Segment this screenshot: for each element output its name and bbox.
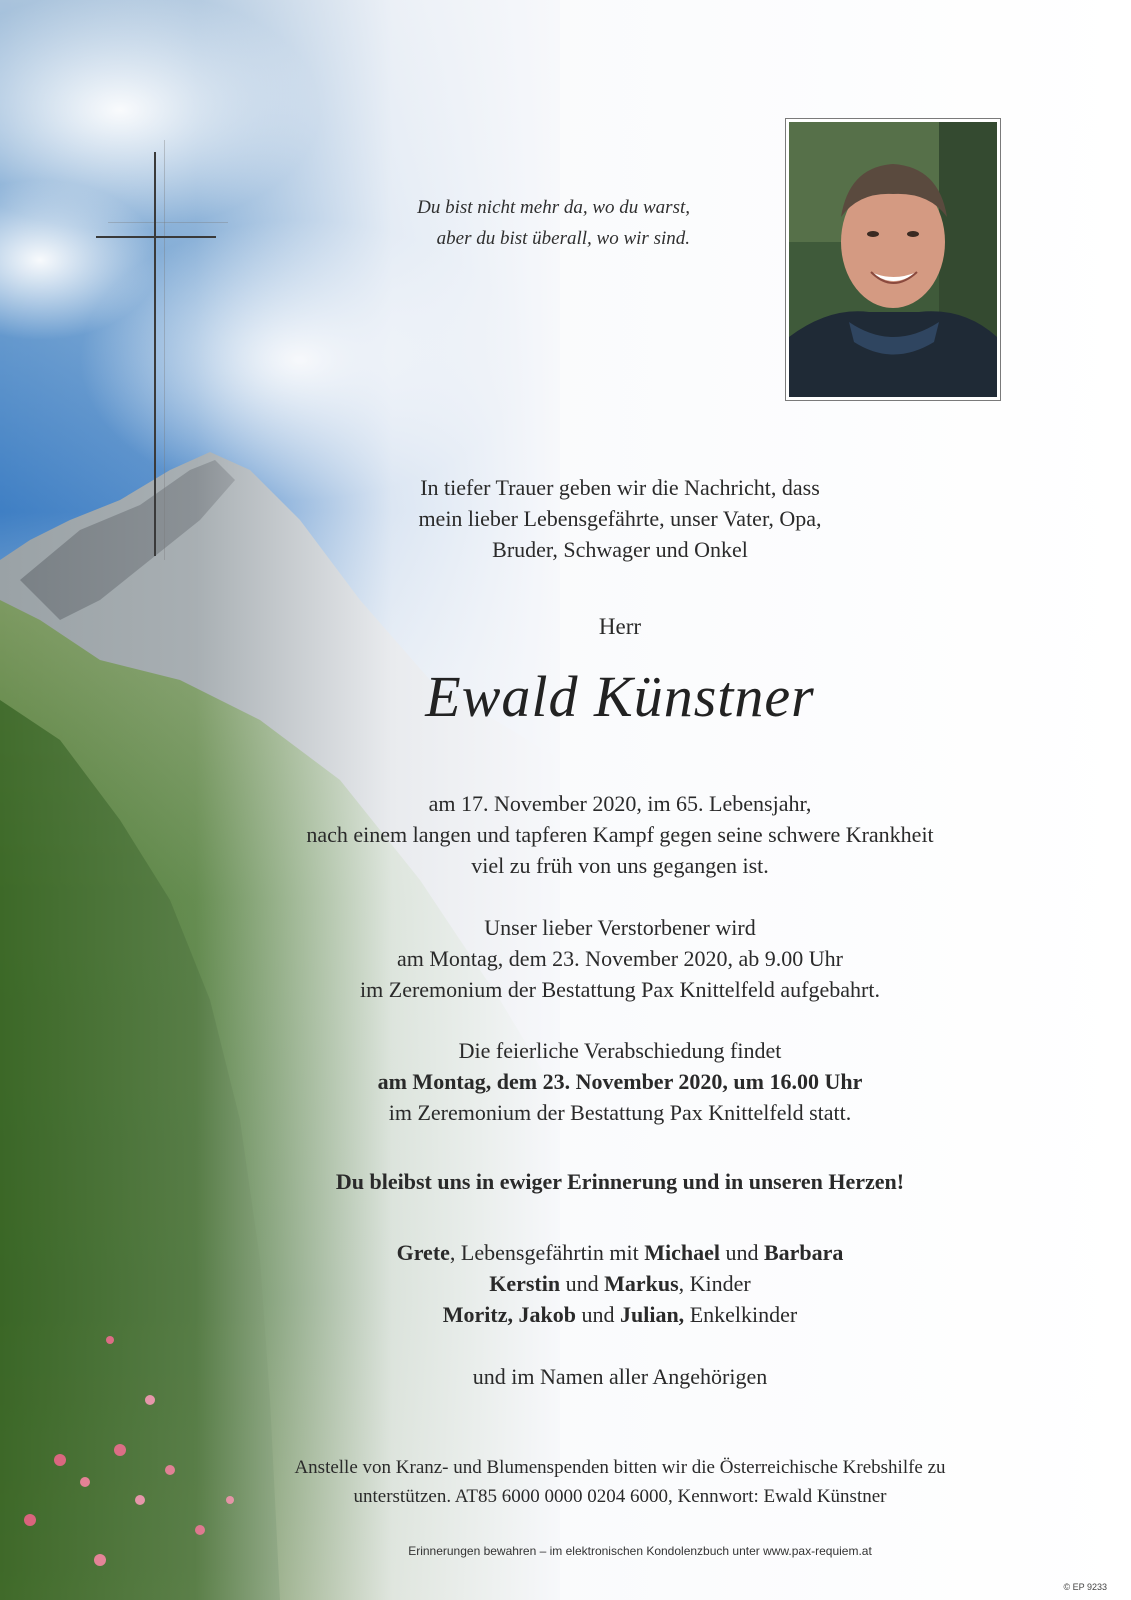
farewell-date: am Montag, dem 23. November 2020, um 16.00 Uhr (377, 1069, 863, 1094)
portrait-photo (785, 118, 1001, 401)
mourner-name: Grete (396, 1240, 450, 1265)
mourners-row (240, 1237, 1000, 1268)
mourner-text: und (560, 1271, 605, 1296)
death-line: am 17. November 2020, im 65. Lebensjahr, (428, 791, 812, 816)
mourners-row (240, 1268, 1000, 1299)
donation-request (180, 1453, 1060, 1511)
relatives-line: und im Namen aller Angehörigen (472, 1364, 768, 1389)
cross-guide-line (164, 140, 165, 560)
quote-line: aber du bist überall, wo wir sind. (436, 228, 690, 249)
memorial-quote (330, 192, 690, 254)
mourners-row (240, 1299, 1000, 1330)
farewell-line: im Zeremonium der Bestattung Pax Knittelfeld statt. (388, 1100, 852, 1125)
condolence-footer: Erinnerungen bewahren – im elektronischen Kondolenzbuch unter www.pax-requiem.at (408, 1544, 872, 1558)
mourner-name: Julian, (619, 1302, 685, 1327)
mourner-text: Enkelkinder (684, 1302, 798, 1327)
mourner-text: und (719, 1240, 764, 1265)
mourner-name: Moritz, Jakob (442, 1302, 576, 1327)
donation-line: unterstützen. AT85 6000 0000 0204 6000, Kennwort: Ewald Künstner (353, 1486, 887, 1507)
mourner-name: Michael (644, 1240, 720, 1265)
mourner-name: Kerstin (489, 1271, 561, 1296)
mourners-list (240, 1237, 1000, 1330)
farewell-line: Die feierliche Verabschiedung findet (458, 1038, 782, 1063)
quote-line: Du bist nicht mehr da, wo du warst, (417, 197, 690, 218)
cross-icon (154, 152, 156, 556)
death-notice (240, 788, 1000, 881)
intro-line: Bruder, Schwager und Onkel (492, 537, 748, 562)
donation-line: Anstelle von Kranz- und Blumenspenden bitten wir die Österreichische Krebshilfe zu (294, 1457, 946, 1478)
viewing-notice (240, 912, 1000, 1005)
viewing-line: Unser lieber Verstorbener wird (484, 915, 756, 940)
mourner-name: Barbara (763, 1240, 844, 1265)
cross-icon-bar (96, 236, 216, 238)
intro-line: In tiefer Trauer geben wir die Nachricht, dass (420, 475, 820, 500)
mourner-text: , Kinder (678, 1271, 751, 1296)
mourner-text: und (575, 1302, 620, 1327)
memorial-motto: Du bleibst uns in ewiger Erinnerung und in unseren Herzen! (335, 1169, 905, 1194)
farewell-notice (240, 1035, 1000, 1128)
print-code: © EP 9233 (1063, 1582, 1107, 1592)
viewing-line: im Zeremonium der Bestattung Pax Knittelfeld aufgebahrt. (360, 977, 880, 1002)
mourner-text: , Lebensgefährtin mit (449, 1240, 645, 1265)
death-line: viel zu früh von uns gegangen ist. (471, 853, 769, 878)
honorific: Herr (598, 614, 642, 639)
cross-guide-line (108, 222, 228, 223)
mourner-name: Markus (604, 1271, 679, 1296)
death-line: nach einem langen und tapferen Kampf gegen seine schwere Krankheit (306, 822, 934, 847)
viewing-line: am Montag, dem 23. November 2020, ab 9.00 Uhr (396, 946, 844, 971)
intro-line: mein lieber Lebensgefährte, unser Vater, Opa, (418, 506, 822, 531)
deceased-name: Ewald Künstner (425, 664, 815, 729)
announcement-intro (240, 472, 1000, 565)
